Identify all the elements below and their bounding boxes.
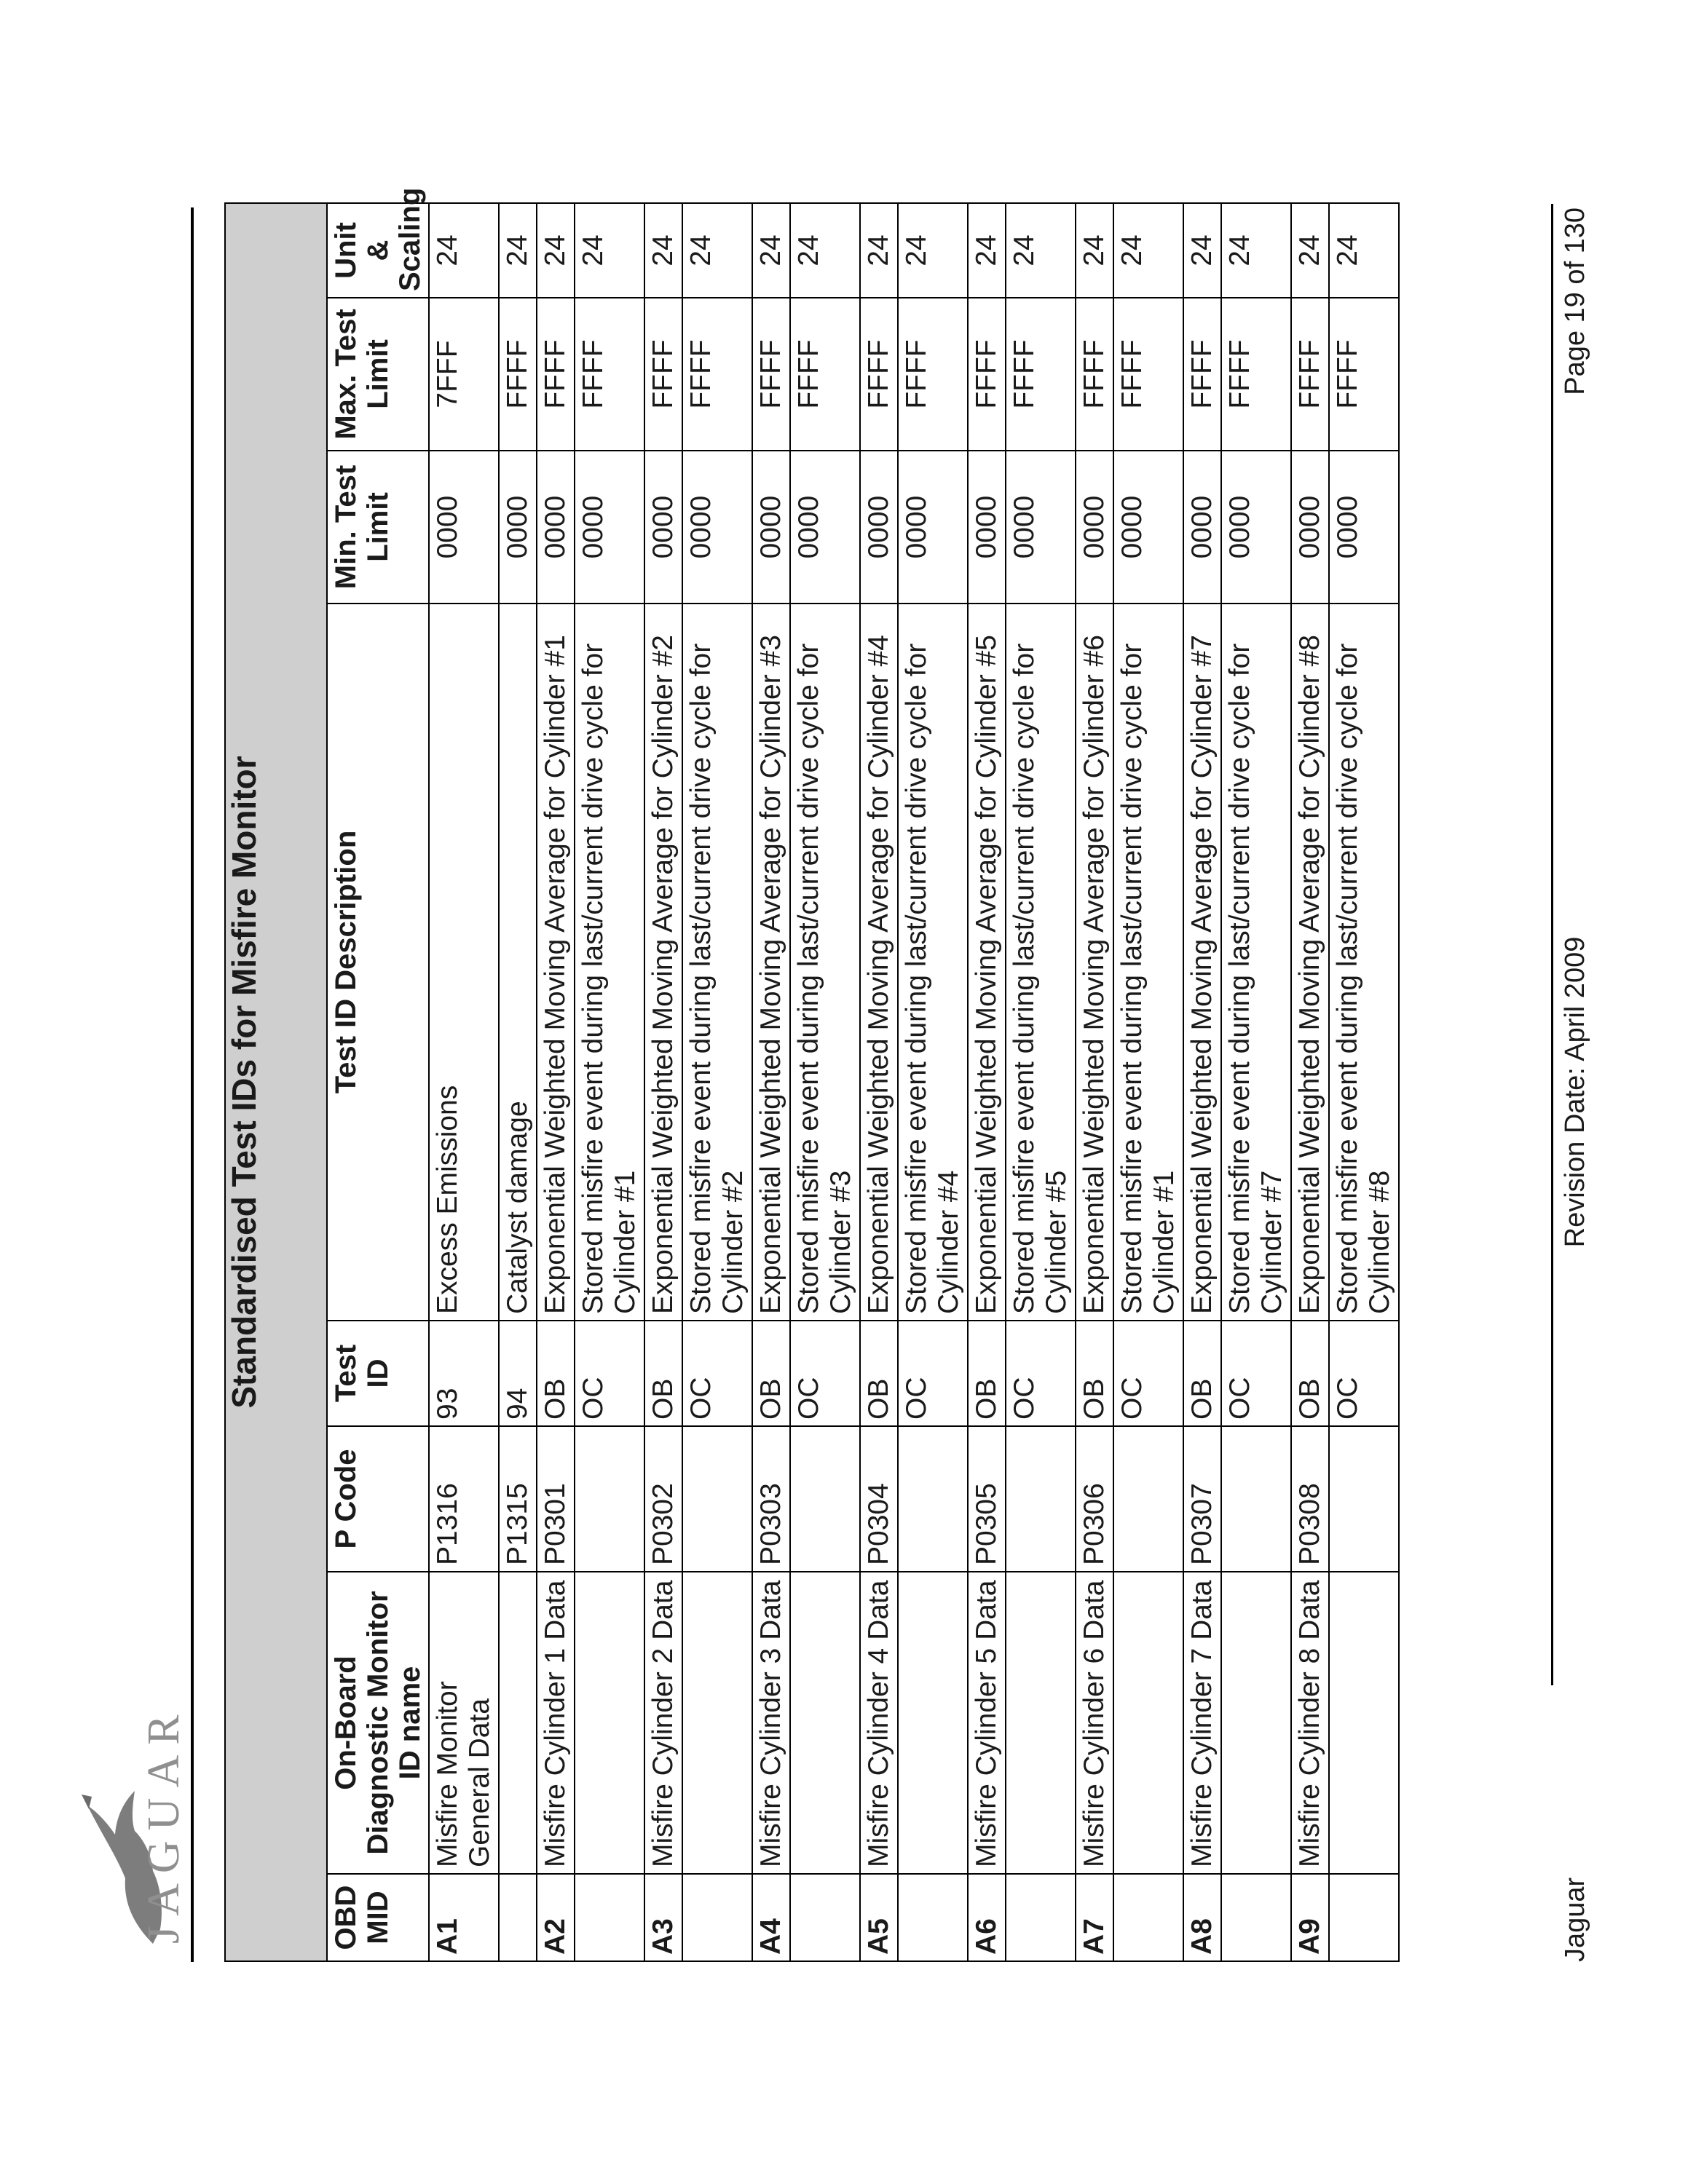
cell-min-limit: 0000 xyxy=(644,451,682,604)
table-row xyxy=(1221,203,1291,1961)
cell-description: Exponential Weighted Moving Average for Cylinder #1 xyxy=(537,604,575,1321)
cell-unit-scaling: 24 xyxy=(968,203,1006,298)
cell-description: Excess Emissions xyxy=(429,604,499,1321)
table-row xyxy=(499,203,537,1961)
cell-min-limit: 0000 xyxy=(1221,451,1291,604)
cell-p-code xyxy=(682,1426,752,1572)
cell-p-code: P0303 xyxy=(752,1426,790,1572)
cell-description: Stored misfire event during last/current drive cycle for Cylinder #2 xyxy=(682,604,752,1321)
cell-monitor-name: Misfire Monitor General Data xyxy=(429,1572,499,1874)
cell-test-id: OB xyxy=(1291,1321,1329,1426)
cell-test-id: 93 xyxy=(429,1321,499,1426)
table-row xyxy=(1291,203,1329,1961)
cell-unit-scaling: 24 xyxy=(1006,203,1076,298)
cell-unit-scaling: 24 xyxy=(1291,203,1329,298)
cell-unit-scaling: 24 xyxy=(898,203,968,298)
header-max-limit: Max. Test Limit xyxy=(327,298,429,451)
header-description: Test ID Description xyxy=(327,604,429,1321)
cell-min-limit: 0000 xyxy=(1183,451,1221,604)
cell-unit-scaling: 24 xyxy=(644,203,682,298)
cell-test-id: 94 xyxy=(499,1321,537,1426)
cell-obd-mid: A5 xyxy=(860,1874,898,1961)
cell-description: Stored misfire event during last/current drive cycle for Cylinder #1 xyxy=(575,604,644,1321)
cell-max-limit: FFFF xyxy=(1291,298,1329,451)
table-row xyxy=(790,203,860,1961)
footer-revision-date: Revision Date: April 2009 xyxy=(1560,936,1590,1248)
cell-unit-scaling: 24 xyxy=(575,203,644,298)
cell-obd-mid xyxy=(499,1874,537,1961)
cell-min-limit: 0000 xyxy=(429,451,499,604)
cell-obd-mid: A8 xyxy=(1183,1874,1221,1961)
cell-description: Stored misfire event during last/current drive cycle for Cylinder #8 xyxy=(1329,604,1399,1321)
cell-monitor-name: Misfire Cylinder 6 Data xyxy=(1076,1572,1113,1874)
cell-unit-scaling: 24 xyxy=(1221,203,1291,298)
cell-max-limit: FFFF xyxy=(682,298,752,451)
cell-test-id: OB xyxy=(644,1321,682,1426)
cell-obd-mid xyxy=(1006,1874,1076,1961)
cell-monitor-name xyxy=(898,1572,968,1874)
table-row xyxy=(682,203,752,1961)
cell-obd-mid xyxy=(1113,1874,1183,1961)
cell-unit-scaling: 24 xyxy=(429,203,499,298)
cell-test-id: OB xyxy=(537,1321,575,1426)
cell-description: Stored misfire event during last/current drive cycle for Cylinder #5 xyxy=(1006,604,1076,1321)
cell-test-id: OC xyxy=(1006,1321,1076,1426)
cell-p-code: P0302 xyxy=(644,1426,682,1572)
header-min-limit: Min. Test Limit xyxy=(327,451,429,604)
cell-p-code xyxy=(1329,1426,1399,1572)
cell-max-limit: FFFF xyxy=(575,298,644,451)
cell-description: Stored misfire event during last/current drive cycle for Cylinder #7 xyxy=(1221,604,1291,1321)
table-row xyxy=(537,203,575,1961)
cell-min-limit: 0000 xyxy=(752,451,790,604)
cell-monitor-name xyxy=(575,1572,644,1874)
cell-monitor-name: Misfire Cylinder 1 Data xyxy=(537,1572,575,1874)
table-title: Standardised Test IDs for Misfire Monitor xyxy=(225,203,327,1961)
cell-max-limit: FFFF xyxy=(898,298,968,451)
table-row xyxy=(644,203,682,1961)
cell-unit-scaling: 24 xyxy=(752,203,790,298)
cell-unit-scaling: 24 xyxy=(1076,203,1113,298)
cell-max-limit: FFFF xyxy=(752,298,790,451)
cell-obd-mid xyxy=(898,1874,968,1961)
cell-test-id: OC xyxy=(682,1321,752,1426)
cell-p-code xyxy=(898,1426,968,1572)
cell-min-limit: 0000 xyxy=(499,451,537,604)
footer-page-number: Page 19 of 130 xyxy=(1560,207,1590,395)
header-monitor-name: On-Board Diagnostic Monitor ID name xyxy=(327,1572,429,1874)
cell-max-limit: 7FFF xyxy=(429,298,499,451)
cell-max-limit: FFFF xyxy=(1113,298,1183,451)
cell-description: Exponential Weighted Moving Average for Cylinder #3 xyxy=(752,604,790,1321)
table-row xyxy=(1329,203,1399,1961)
cell-max-limit: FFFF xyxy=(644,298,682,451)
cell-monitor-name: Misfire Cylinder 7 Data xyxy=(1183,1572,1221,1874)
cell-p-code: P0306 xyxy=(1076,1426,1113,1572)
table-row xyxy=(575,203,644,1961)
cell-obd-mid xyxy=(790,1874,860,1961)
cell-min-limit: 0000 xyxy=(1291,451,1329,604)
cell-obd-mid xyxy=(1221,1874,1291,1961)
cell-description: Exponential Weighted Moving Average for Cylinder #2 xyxy=(644,604,682,1321)
cell-description: Exponential Weighted Moving Average for Cylinder #6 xyxy=(1076,604,1113,1321)
cell-test-id: OB xyxy=(860,1321,898,1426)
cell-min-limit: 0000 xyxy=(968,451,1006,604)
table-row xyxy=(1006,203,1076,1961)
table-row xyxy=(860,203,898,1961)
cell-monitor-name: Misfire Cylinder 3 Data xyxy=(752,1572,790,1874)
cell-description: Stored misfire event during last/current drive cycle for Cylinder #3 xyxy=(790,604,860,1321)
cell-test-id: OB xyxy=(1183,1321,1221,1426)
cell-max-limit: FFFF xyxy=(499,298,537,451)
table-row xyxy=(1113,203,1183,1961)
cell-p-code: P0305 xyxy=(968,1426,1006,1572)
table-row xyxy=(968,203,1006,1961)
cell-description: Stored misfire event during last/current drive cycle for Cylinder #4 xyxy=(898,604,968,1321)
cell-max-limit: FFFF xyxy=(1076,298,1113,451)
cell-p-code xyxy=(1221,1426,1291,1572)
cell-min-limit: 0000 xyxy=(790,451,860,604)
cell-min-limit: 0000 xyxy=(537,451,575,604)
cell-monitor-name: Misfire Cylinder 5 Data xyxy=(968,1572,1006,1874)
footer-rule xyxy=(1551,204,1553,1685)
table-row xyxy=(752,203,790,1961)
cell-obd-mid: A9 xyxy=(1291,1874,1329,1961)
cell-test-id: OC xyxy=(1329,1321,1399,1426)
cell-description: Exponential Weighted Moving Average for Cylinder #4 xyxy=(860,604,898,1321)
cell-min-limit: 0000 xyxy=(1006,451,1076,604)
cell-unit-scaling: 24 xyxy=(790,203,860,298)
cell-test-id: OB xyxy=(968,1321,1006,1426)
cell-unit-scaling: 24 xyxy=(1329,203,1399,298)
cell-max-limit: FFFF xyxy=(860,298,898,451)
cell-monitor-name xyxy=(499,1572,537,1874)
cell-p-code xyxy=(790,1426,860,1572)
cell-obd-mid: A3 xyxy=(644,1874,682,1961)
header-unit-scaling: Unit & Scaling xyxy=(327,203,429,298)
cell-p-code: P0308 xyxy=(1291,1426,1329,1572)
table-row xyxy=(898,203,968,1961)
header-rule xyxy=(191,207,194,1962)
jaguar-wordmark: JAGUAR xyxy=(139,1704,189,1944)
cell-test-id: OC xyxy=(898,1321,968,1426)
cell-p-code xyxy=(575,1426,644,1572)
cell-min-limit: 0000 xyxy=(860,451,898,604)
cell-p-code: P0304 xyxy=(860,1426,898,1572)
cell-max-limit: FFFF xyxy=(1329,298,1399,451)
misfire-test-id-table xyxy=(224,187,1400,1962)
cell-test-id: OC xyxy=(1113,1321,1183,1426)
cell-p-code xyxy=(1113,1426,1183,1572)
cell-test-id: OC xyxy=(1221,1321,1291,1426)
cell-unit-scaling: 24 xyxy=(1183,203,1221,298)
cell-max-limit: FFFF xyxy=(1221,298,1291,451)
cell-min-limit: 0000 xyxy=(1076,451,1113,604)
cell-unit-scaling: 24 xyxy=(860,203,898,298)
cell-min-limit: 0000 xyxy=(1329,451,1399,604)
cell-p-code: P1315 xyxy=(499,1426,537,1572)
cell-obd-mid: A2 xyxy=(537,1874,575,1961)
cell-description: Catalyst damage xyxy=(499,604,537,1321)
cell-monitor-name xyxy=(1113,1572,1183,1874)
footer-brand: Jaguar xyxy=(1560,1877,1590,1962)
cell-min-limit: 0000 xyxy=(1113,451,1183,604)
cell-obd-mid: A6 xyxy=(968,1874,1006,1961)
cell-monitor-name xyxy=(1221,1572,1291,1874)
table-row xyxy=(1076,203,1113,1961)
cell-min-limit: 0000 xyxy=(898,451,968,604)
cell-obd-mid xyxy=(682,1874,752,1961)
header-test-id: Test ID xyxy=(327,1321,429,1426)
cell-monitor-name: Misfire Cylinder 4 Data xyxy=(860,1572,898,1874)
cell-description: Stored misfire event during last/current drive cycle for Cylinder #1 xyxy=(1113,604,1183,1321)
cell-p-code xyxy=(1006,1426,1076,1572)
cell-min-limit: 0000 xyxy=(682,451,752,604)
cell-monitor-name: Misfire Cylinder 2 Data xyxy=(644,1572,682,1874)
cell-test-id: OB xyxy=(1076,1321,1113,1426)
cell-obd-mid xyxy=(575,1874,644,1961)
cell-test-id: OB xyxy=(752,1321,790,1426)
cell-max-limit: FFFF xyxy=(537,298,575,451)
cell-unit-scaling: 24 xyxy=(537,203,575,298)
table-row xyxy=(1183,203,1221,1961)
cell-unit-scaling: 24 xyxy=(1113,203,1183,298)
cell-max-limit: FFFF xyxy=(790,298,860,451)
cell-monitor-name xyxy=(682,1572,752,1874)
cell-unit-scaling: 24 xyxy=(499,203,537,298)
cell-max-limit: FFFF xyxy=(968,298,1006,451)
cell-min-limit: 0000 xyxy=(575,451,644,604)
cell-description: Exponential Weighted Moving Average for Cylinder #8 xyxy=(1291,604,1329,1321)
cell-p-code: P0301 xyxy=(537,1426,575,1572)
table-row xyxy=(429,203,499,1961)
cell-obd-mid xyxy=(1329,1874,1399,1961)
cell-obd-mid: A4 xyxy=(752,1874,790,1961)
cell-description: Exponential Weighted Moving Average for Cylinder #7 xyxy=(1183,604,1221,1321)
cell-monitor-name xyxy=(1329,1572,1399,1874)
cell-monitor-name xyxy=(790,1572,860,1874)
cell-test-id: OC xyxy=(575,1321,644,1426)
cell-description: Exponential Weighted Moving Average for Cylinder #5 xyxy=(968,604,1006,1321)
cell-max-limit: FFFF xyxy=(1183,298,1221,451)
cell-unit-scaling: 24 xyxy=(682,203,752,298)
cell-monitor-name xyxy=(1006,1572,1076,1874)
cell-obd-mid: A7 xyxy=(1076,1874,1113,1961)
cell-test-id: OC xyxy=(790,1321,860,1426)
header-p-code: P Code xyxy=(327,1426,429,1572)
cell-p-code: P1316 xyxy=(429,1426,499,1572)
cell-monitor-name: Misfire Cylinder 8 Data xyxy=(1291,1572,1329,1874)
cell-max-limit: FFFF xyxy=(1006,298,1076,451)
cell-obd-mid: A1 xyxy=(429,1874,499,1961)
header-obd-mid: OBD MID xyxy=(327,1874,429,1961)
cell-p-code: P0307 xyxy=(1183,1426,1221,1572)
